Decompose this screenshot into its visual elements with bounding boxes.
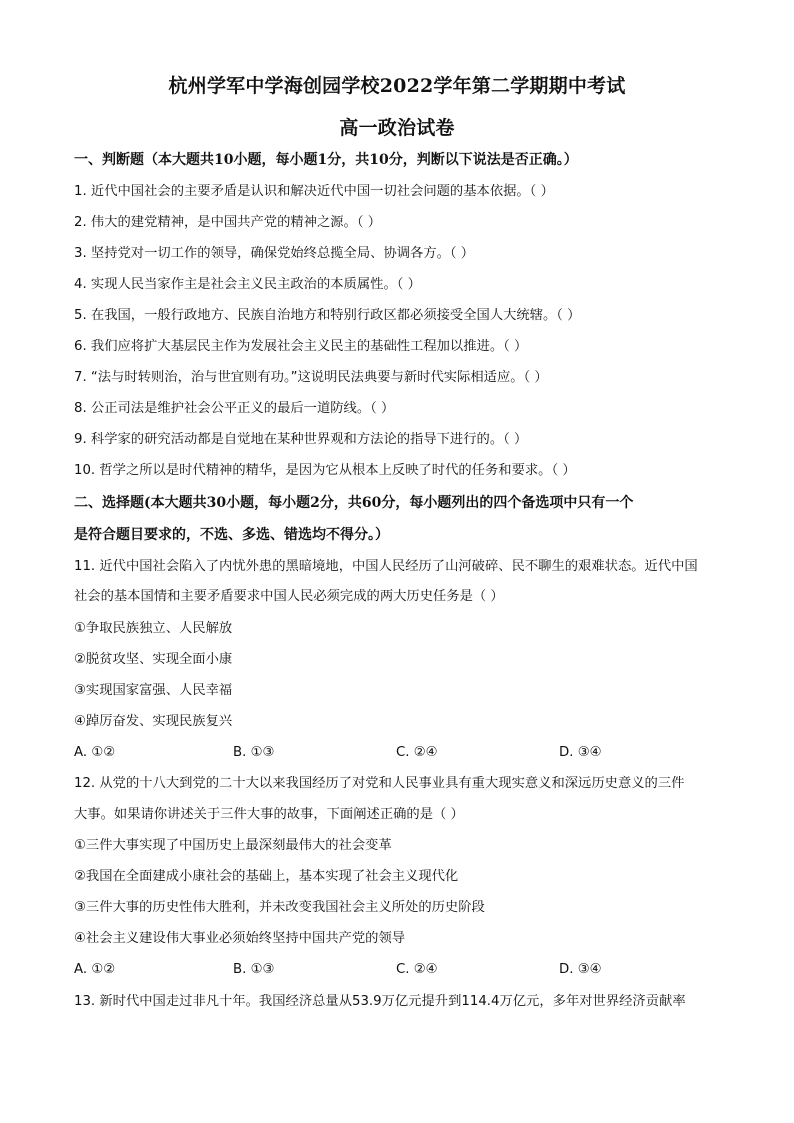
question-item: 2. 伟大的建党精神，是中国共产党的精神之源。（ ） <box>74 215 382 230</box>
question-item: 7. “法与时转则治，治与世宜则有功。”这说明民法典要与新时代实际相适应。（ ） <box>74 370 548 385</box>
question-item: 9. 科学家的研究活动都是自觉地在某种世界观和方法论的指导下进行的。（ ） <box>74 432 528 447</box>
statement-item: ①争取民族独立、人民解放 <box>74 621 233 636</box>
statement-item: ③实现国家富强、人民幸福 <box>74 683 233 698</box>
question-item: 3. 坚持党对一切工作的领导，确保党始终总揽全局、协调各方。（ ） <box>74 246 475 261</box>
option-d: D. ③④ <box>559 745 602 760</box>
statement-item: ②脱贫攻坚、实现全面小康 <box>74 652 233 667</box>
exam-subtitle: 高一政治试卷 <box>339 117 455 139</box>
question-stem: 13. 新时代中国走过非凡十年。我国经济总量从53.9万亿元提升到114.4万亿元，多年对世界经济贡献率 <box>74 994 686 1009</box>
question-item: 1. 近代中国社会的主要矛盾是认识和解决近代中国一切社会问题的基本依据。（ ） <box>74 184 554 199</box>
option-b: B. ①③ <box>233 745 275 760</box>
statement-item: ④社会主义建设伟大事业必须始终坚持中国共产党的领导 <box>74 931 406 946</box>
option-a: A. ①② <box>74 962 116 977</box>
question-stem: 12. 从党的十八大到党的二十大以来我国经历了对党和人民事业具有重大现实意义和深远历史意义的三件 <box>74 776 685 791</box>
option-a: A. ①② <box>74 745 116 760</box>
question-stem: 社会的基本国情和主要矛盾要求中国人民必须完成的两大历史任务是（ ） <box>74 589 504 604</box>
question-item: 5. 在我国，一般行政地方、民族自治地方和特别行政区都必须接受全国人大统辖。（ ） <box>74 308 581 323</box>
option-b: B. ①③ <box>233 962 275 977</box>
option-d: D. ③④ <box>559 962 602 977</box>
section-heading-choice: 二、选择题(本大题共30小题，每小题2分，共60分，每小题列出的四个备选项中只有一个 <box>74 495 634 511</box>
question-stem: 大事。如果请你讲述关于三件大事的故事，下面阐述正确的是（ ） <box>74 807 464 822</box>
option-c: C. ②④ <box>396 745 438 760</box>
question-stem: 11. 近代中国社会陷入了内忧外患的黑暗境地，中国人民经历了山河破碎、民不聊生的艰难状态。近代中国 <box>74 559 698 574</box>
question-item: 8. 公正司法是维护社会公平正义的最后一道防线。（ ） <box>74 401 395 416</box>
exam-title: 杭州学军中学海创园学校2022学年第二学期期中考试 <box>168 75 626 97</box>
question-item: 6. 我们应将扩大基层民主作为发展社会主义民主的基础性工程加以推进。（ ） <box>74 339 528 354</box>
question-item: 4. 实现人民当家作主是社会主义民主政治的本质属性。（ ） <box>74 277 421 292</box>
option-c: C. ②④ <box>396 962 438 977</box>
statement-item: ④踔厉奋发、实现民族复兴 <box>74 714 233 729</box>
statement-item: ②我国在全面建成小康社会的基础上，基本实现了社会主义现代化 <box>74 869 459 884</box>
question-item: 10. 哲学之所以是时代精神的精华，是因为它从根本上反映了时代的任务和要求。（ ） <box>74 463 576 478</box>
statement-item: ③三件大事的历史性伟大胜利，并未改变我国社会主义所处的历史阶段 <box>74 900 485 915</box>
section-heading-choice-cont: 是符合题目要求的，不选、多选、错选均不得分。） <box>74 527 389 543</box>
statement-item: ①三件大事实现了中国历史上最深刻最伟大的社会变革 <box>74 838 392 853</box>
section-heading-judgment: 一、判断题（本大题共10小题，每小题1分，共10分，判断以下说法是否正确。） <box>74 152 578 168</box>
